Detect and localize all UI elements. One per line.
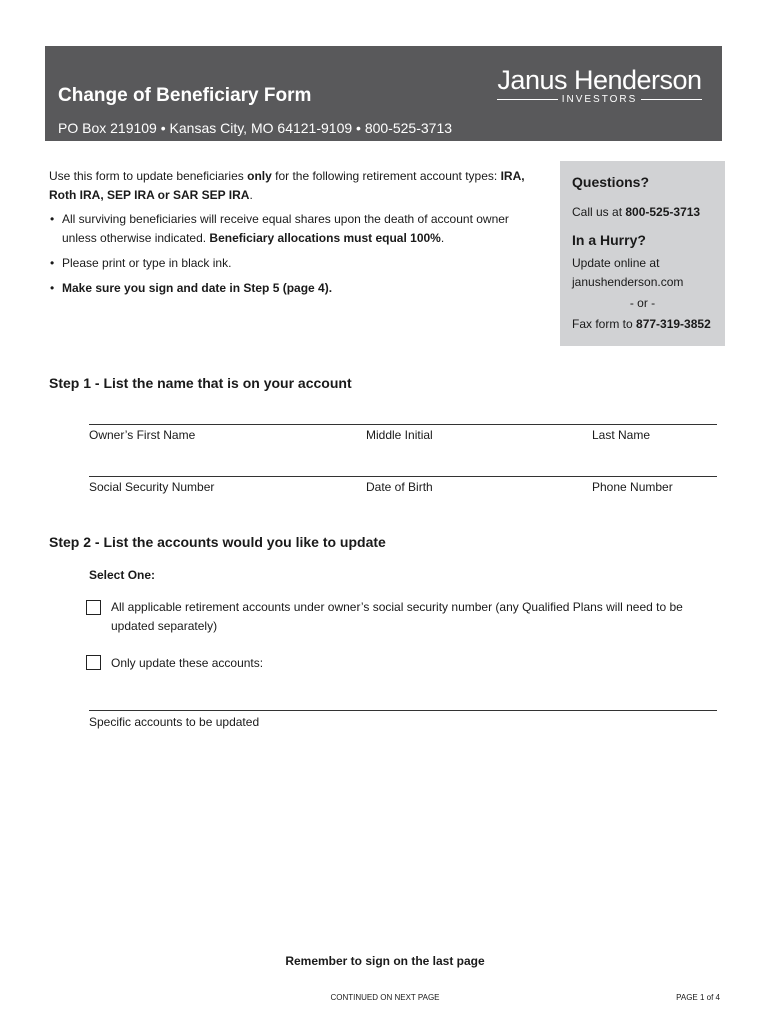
website-link[interactable]: janushenderson.com [572,275,684,289]
phone-link[interactable]: 800-525-3713 [625,205,701,219]
dob-label: Date of Birth [366,480,433,494]
owner-info-field[interactable] [89,476,717,477]
bullet-icon: • [50,281,55,295]
specific-accounts-label: Specific accounts to be updated [89,715,260,729]
phone-label: Phone Number [592,480,673,494]
instruction-item: • All surviving beneficiaries will receive equal shares upon the death of account owner unless otherwise indicated. Beneficiary allocations must equal 100%. [50,212,509,245]
logo-sub: INVESTORS [561,94,638,105]
instruction-item: • Please print or type in black ink. [49,254,529,273]
logo-rule-left [497,99,558,100]
last-name-label: Last Name [592,428,651,442]
mailing-address: PO Box 219109 • Kansas City, MO 64121-9109 • 800-525-3713 [58,120,453,136]
step2-title: Step 2 - List the accounts would you like to update [49,534,386,550]
bullet-icon: • [50,212,55,226]
questions-heading: Questions? [572,174,650,190]
page-number: PAGE 1 of 4 [676,993,720,1002]
first-name-label: Owner’s First Name [89,428,196,442]
owner-name-field[interactable] [89,424,717,425]
call-us-text: Call us at 800-525-3713 [572,205,701,219]
form-header [45,46,722,141]
ssn-label: Social Security Number [89,480,215,494]
logo-name: Janus Henderson [497,65,702,95]
only-these-accounts-label: Only update these accounts: [111,656,264,670]
hurry-heading: In a Hurry? [572,232,646,248]
help-sidebox [560,161,725,346]
fax-number: 877-319-3852 [636,317,711,331]
all-accounts-option-label: All applicable retirement accounts under owner’s social security number (any Qualified Plans will need to be updated separately) [111,600,683,633]
janus-henderson-logo [497,66,702,105]
select-one-label: Select One: [89,568,156,582]
update-online-text: Update online at [572,256,660,270]
step1-title: Step 1 - List the name that is on your account [49,375,352,391]
fax-text: Fax form to 877-319-3852 [572,317,711,331]
or-separator: - or - [629,296,656,310]
logo-rule-right [641,99,702,100]
instruction-list [49,210,529,298]
specific-accounts-field[interactable] [89,710,717,711]
form-title: Change of Beneficiary Form [58,85,312,106]
bullet-icon: • [50,256,55,270]
only-these-accounts-checkbox[interactable] [86,655,101,670]
instruction-item: • Make sure you sign and date in Step 5 (page 4). [49,279,529,298]
sign-reminder: Remember to sign on the last page [285,954,485,968]
continued-note: CONTINUED ON NEXT PAGE [330,993,440,1002]
intro-instructions [49,167,529,304]
all-accounts-checkbox[interactable] [86,600,101,615]
middle-initial-label: Middle Initial [366,428,433,442]
intro-paragraph: Use this form to update beneficiaries only for the following retirement account types: IRA, Roth IRA, SEP IRA or SAR SEP IRA. [49,169,525,202]
